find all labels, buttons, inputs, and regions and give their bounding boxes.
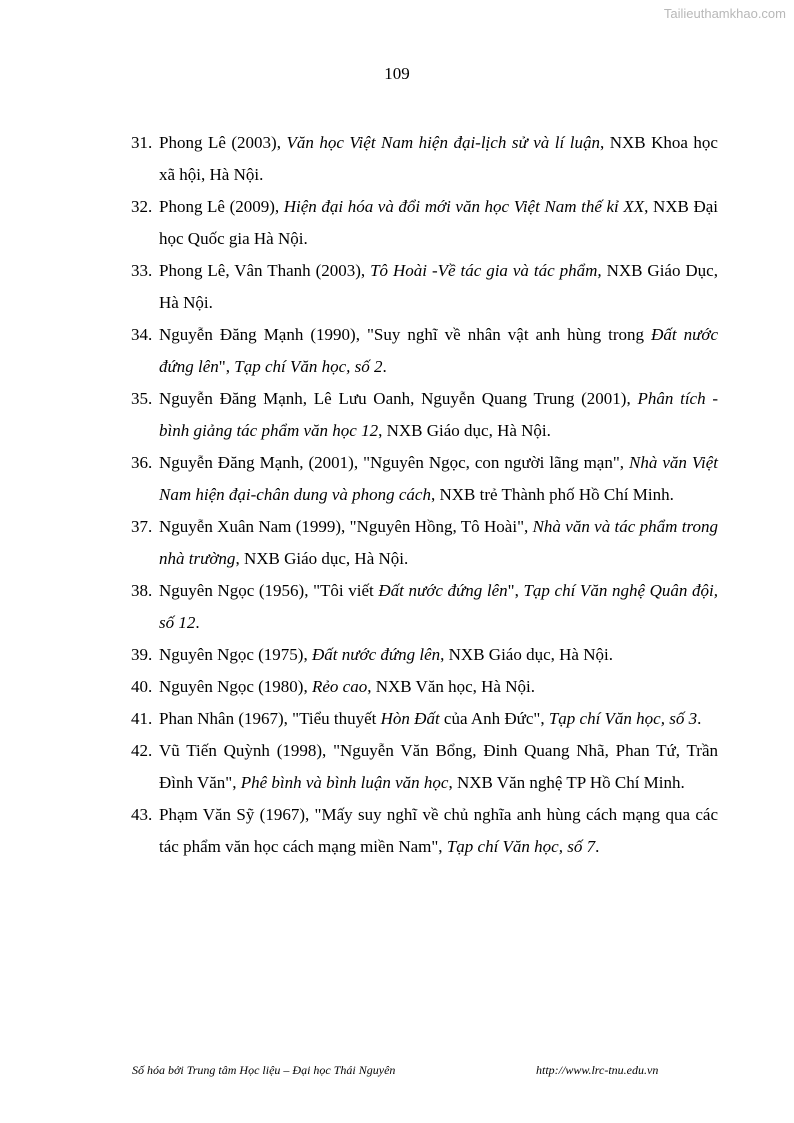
reference-list [131,127,718,863]
reference-text: Nguyên Ngọc (1975), [159,645,312,664]
reference-item [131,671,718,703]
reference-number: 37. [131,517,153,536]
reference-text: Vũ Tiến Quỳnh (1998), "Nguyễn Văn Bổng, Đinh Quang Nhã, Phan Tứ, Trần Đình Văn", [159,741,718,792]
page-number: 109 [384,64,410,83]
reference-item [131,255,718,319]
reference-number: 34. [131,325,153,344]
reference-text: Phan Nhân (1967), "Tiểu thuyết [159,709,381,728]
reference-text: Nguyễn Đăng Mạnh, (2001), "Nguyên Ngọc, con người lãng mạn", [159,453,630,472]
reference-text: . [595,837,600,856]
reference-title: Phê bình và bình luận văn học [240,773,449,792]
reference-text: Nguyên Ngọc (1956), "Tôi viết [159,581,379,600]
reference-text: Nguyễn Đăng Mạnh, Lê Lưu Oanh, Nguyễn Quang Trung (2001), [159,389,638,408]
reference-text: , NXB Giáo dục, Hà Nội. [235,549,409,568]
reference-text: . [195,613,200,632]
reference-title: Tô Hoài -Về tác gia và tác phẩm, [370,261,602,280]
reference-text: của Anh Đức", [439,709,549,728]
reference-text: , NXB Văn học, Hà Nội. [367,677,535,696]
watermark: Tailieuthamkhao.com [663,6,786,21]
reference-title: Nhà văn và tác phẩm trong nhà trường [159,517,718,568]
reference-title: Văn học Việt Nam hiện đại-lịch sử và lí luận [286,133,600,152]
reference-number: 39. [131,645,153,664]
reference-number: 40. [131,677,153,696]
reference-text: Nguyên Ngọc (1980), [159,677,312,696]
reference-item [131,735,718,799]
reference-text: Phong Lê (2009), [159,197,284,216]
reference-item [131,383,718,447]
reference-text: , NXB Khoa học xã hội, Hà Nội. [159,133,718,184]
footer-url: http://www.lrc-tnu.edu.vn [536,1063,659,1077]
reference-number: 43. [131,805,153,824]
reference-title: Tạp chí Văn học, số 2 [234,357,383,376]
reference-text: , NXB trẻ Thành phố Hồ Chí Minh. [430,485,674,504]
reference-item [131,799,718,863]
reference-item [131,319,718,383]
reference-title: Tạp chí Văn nghệ Quân đội, số 12 [159,581,718,632]
reference-text: , NXB Đại học Quốc gia Hà Nội. [159,197,718,248]
reference-item [131,703,718,735]
footer-credit: Số hóa bởi Trung tâm Học liệu – Đại học Thái Nguyên [132,1063,396,1077]
reference-title: Rẻo cao [311,677,368,696]
reference-text: ", [218,357,235,376]
reference-number: 32. [131,197,153,216]
reference-item [131,575,718,639]
reference-number: 31. [131,133,153,152]
reference-number: 41. [131,709,153,728]
reference-item [131,639,718,671]
reference-text: Phong Lê (2003), [159,133,287,152]
reference-number: 35. [131,389,153,408]
reference-text: NXB Giáo Dục, Hà Nội. [159,261,718,312]
reference-number: 42. [131,741,153,760]
reference-item [131,511,718,575]
reference-text: , NXB Giáo dục, Hà Nội. [440,645,613,664]
reference-title: Đất nước đứng lên [311,645,441,664]
reference-title: Hiện đại hóa và đổi mới văn học Việt Nam thế kỉ XX [283,197,645,216]
reference-text: , NXB Giáo dục, Hà Nội. [378,421,551,440]
reference-title: Đất nước đứng lên [378,581,508,600]
reference-text: , NXB Văn nghệ TP Hồ Chí Minh. [448,773,685,792]
reference-title: Hòn Đất [380,709,440,728]
reference-title: Tạp chí Văn học, số 3 [548,709,698,728]
reference-item [131,191,718,255]
reference-text: Phong Lê, Vân Thanh (2003), [159,261,371,280]
reference-number: 33. [131,261,153,280]
reference-title: Đất nước đứng lên [159,325,718,376]
reference-number: 36. [131,453,153,472]
reference-item [131,127,718,191]
reference-text: Phạm Văn Sỹ (1967), "Mấy suy nghĩ về chủ nghĩa anh hùng cách mạng qua các tác phẩm văn học cách mạng miền Nam", [159,805,718,856]
reference-text: ", [507,581,524,600]
reference-item [131,447,718,511]
reference-number: 38. [131,581,153,600]
reference-title: Nhà văn Việt Nam hiện đại-chân dung và phong cách [159,453,719,504]
reference-text: Nguyễn Đăng Mạnh (1990), "Suy nghĩ về nhân vật anh hùng trong [159,325,652,344]
reference-title: Tạp chí Văn học, số 7 [446,837,596,856]
reference-text: . [382,357,387,376]
reference-title: Phân tích - bình giảng tác phẩm văn học 12 [159,389,718,440]
reference-text: Nguyễn Xuân Nam (1999), "Nguyên Hồng, Tô Hoài", [159,517,533,536]
reference-text: . [697,709,702,728]
